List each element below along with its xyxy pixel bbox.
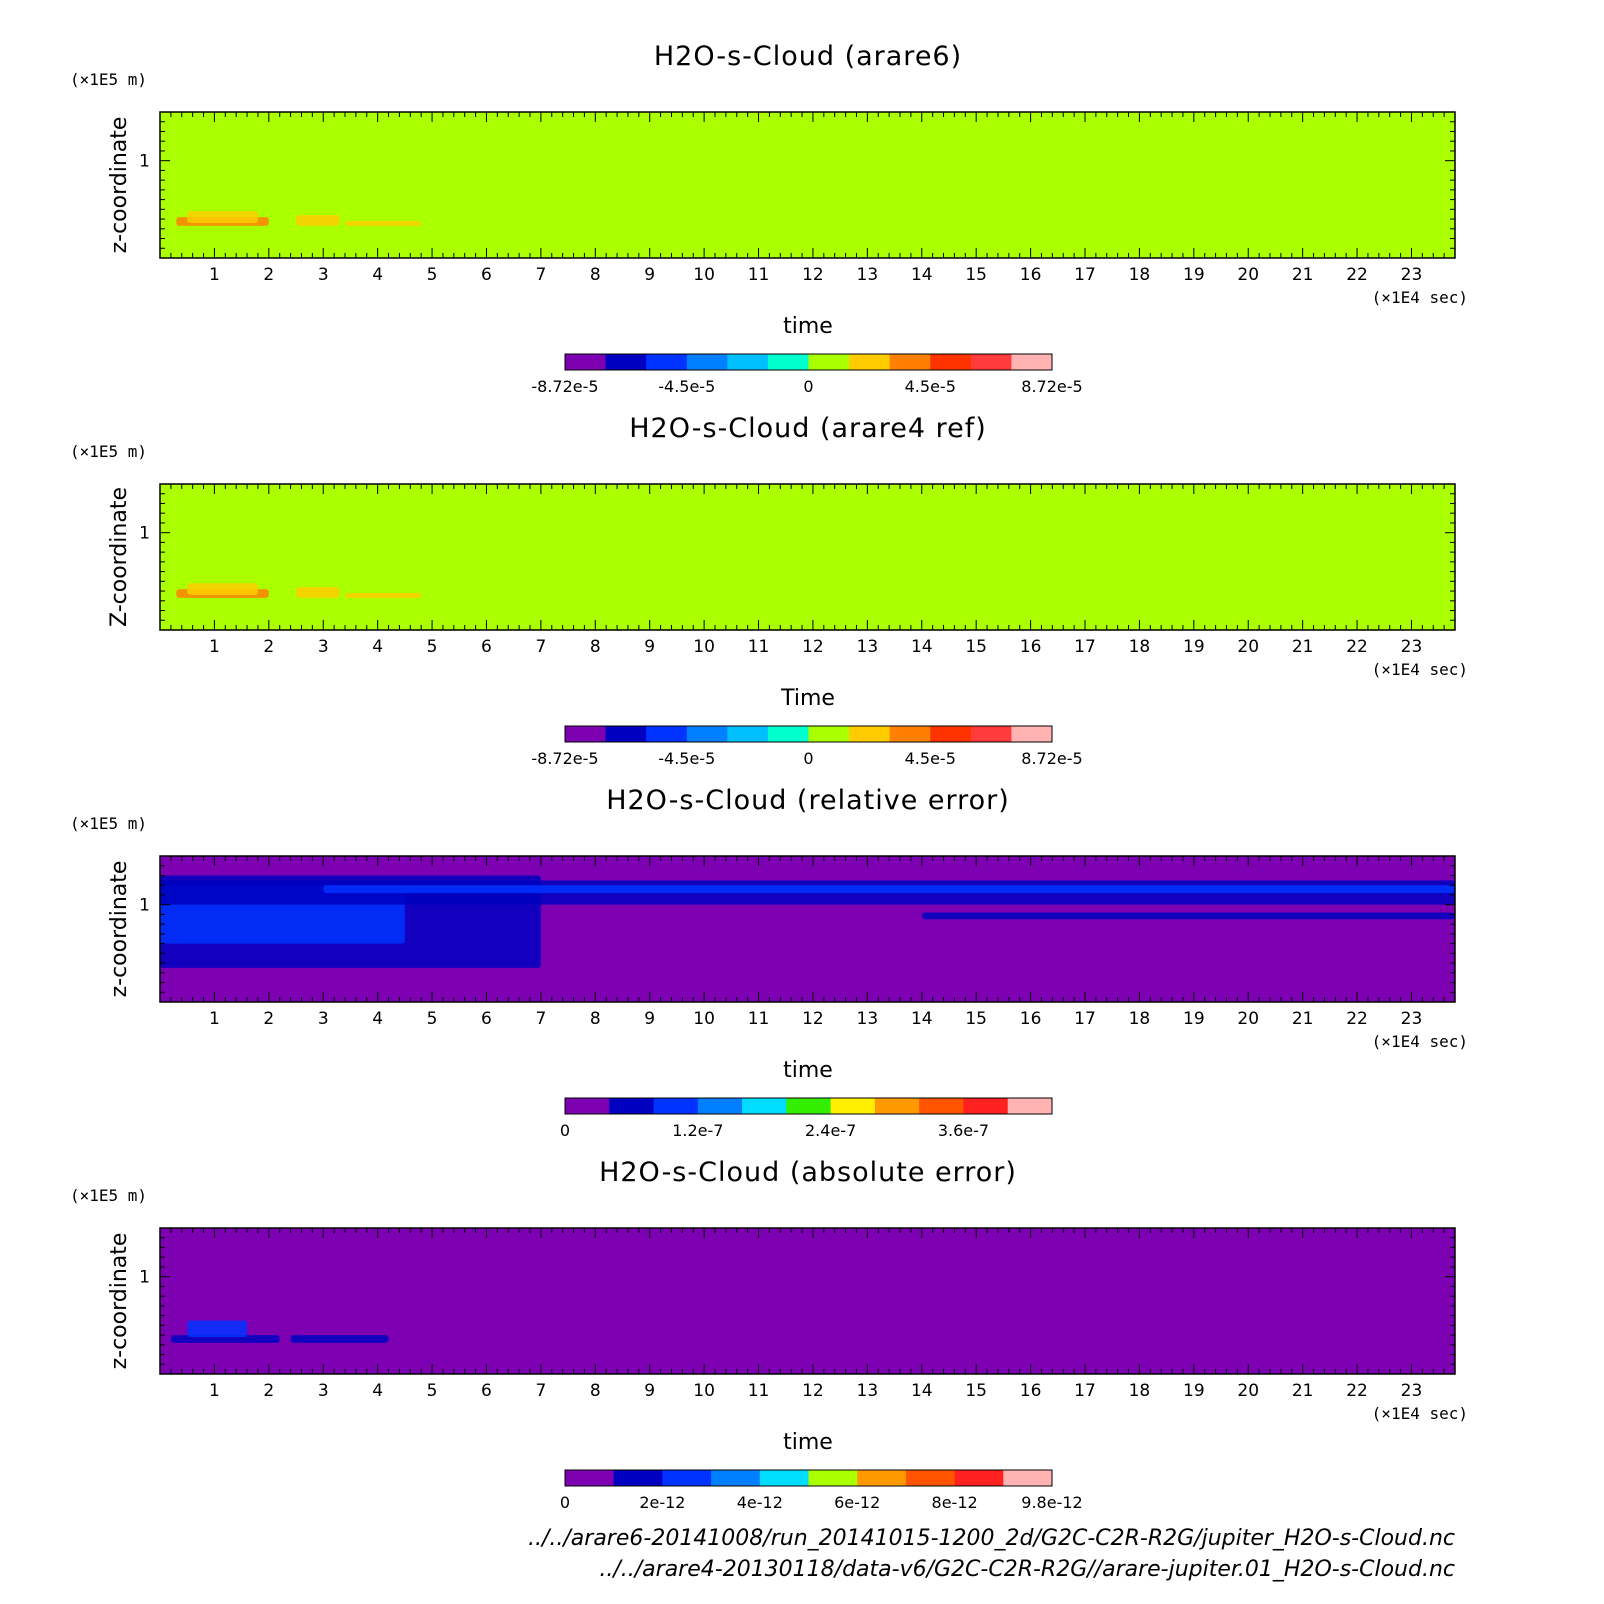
x-tick-label: 5 bbox=[426, 637, 438, 657]
x-unit-label: (×1E4 sec) bbox=[1371, 1404, 1468, 1423]
x-tick-label: 2 bbox=[263, 265, 275, 285]
chart-title: H2O-s-Cloud (arare6) bbox=[653, 41, 963, 72]
y-tick-label: 1 bbox=[139, 151, 150, 172]
x-tick-label: 9 bbox=[644, 1381, 656, 1401]
x-tick-label: 15 bbox=[965, 1009, 987, 1029]
x-tick-label: 2 bbox=[263, 1381, 275, 1401]
chart-panel-2 bbox=[70, 413, 1468, 768]
footer-file-2: ../../arare4-20130118/data-v6/G2C-C2R-R2G//arare-jupiter.01_H2O-s-Cloud.nc bbox=[599, 1557, 1455, 1582]
x-tick-label: 13 bbox=[856, 265, 879, 285]
colorbar-swatch bbox=[786, 1098, 831, 1114]
colorbar-swatch bbox=[565, 1470, 614, 1486]
x-tick-label: 10 bbox=[693, 265, 715, 285]
y-axis-label: z-coordinate bbox=[107, 860, 132, 998]
x-tick-label: 16 bbox=[1019, 1009, 1042, 1029]
x-tick-label: 14 bbox=[910, 265, 933, 285]
x-tick-label: 1 bbox=[208, 637, 220, 657]
x-tick-label: 12 bbox=[802, 265, 824, 285]
x-tick-label: 19 bbox=[1183, 637, 1205, 657]
contour-feature-2 bbox=[187, 583, 258, 595]
colorbar-swatch bbox=[742, 1098, 787, 1114]
x-tick-label: 19 bbox=[1183, 1009, 1205, 1029]
x-unit-label: (×1E4 sec) bbox=[1371, 660, 1468, 679]
x-tick-label: 2 bbox=[263, 1009, 275, 1029]
colorbar-label: 6e-12 bbox=[834, 1493, 881, 1512]
x-tick-label: 23 bbox=[1400, 637, 1423, 657]
x-tick-label: 16 bbox=[1019, 637, 1042, 657]
colorbar-swatch bbox=[711, 1470, 760, 1486]
colorbar-label: 8e-12 bbox=[931, 1493, 978, 1512]
colorbar-swatch bbox=[662, 1470, 711, 1486]
x-tick-label: 6 bbox=[481, 1009, 492, 1029]
x-tick-label: 9 bbox=[644, 265, 656, 285]
colorbar-label: 3.6e-7 bbox=[937, 1121, 990, 1140]
x-tick-label: 13 bbox=[856, 1009, 879, 1029]
y-unit-label: (×1E5 m) bbox=[70, 814, 148, 833]
x-tick-label: 8 bbox=[589, 637, 601, 657]
x-tick-label: 19 bbox=[1183, 1381, 1205, 1401]
colorbar-swatch bbox=[971, 354, 1012, 370]
chart-title: H2O-s-Cloud (arare4 ref) bbox=[629, 413, 987, 444]
contour-feature-2 bbox=[187, 211, 258, 223]
colorbar-swatch bbox=[1011, 354, 1052, 370]
plot-area bbox=[160, 484, 1455, 630]
colorbar-swatch bbox=[971, 726, 1012, 742]
x-tick-label: 4 bbox=[372, 1009, 384, 1029]
chart-panel-1 bbox=[70, 41, 1468, 396]
x-tick-label: 10 bbox=[693, 1381, 715, 1401]
x-tick-label: 5 bbox=[426, 1009, 438, 1029]
colorbar-swatch bbox=[698, 1098, 743, 1114]
colorbar-swatch bbox=[565, 726, 606, 742]
contour-feature-5 bbox=[922, 912, 1455, 919]
x-tick-label: 18 bbox=[1128, 1009, 1151, 1029]
colorbar-swatch bbox=[963, 1098, 1008, 1114]
x-tick-label: 15 bbox=[965, 1381, 987, 1401]
colorbar-swatch bbox=[606, 354, 647, 370]
colorbar-label: 0 bbox=[559, 1121, 571, 1140]
colorbar-swatch bbox=[646, 726, 687, 742]
x-tick-label: 15 bbox=[965, 637, 987, 657]
colorbar-label: 2e-12 bbox=[639, 1493, 686, 1512]
x-tick-label: 7 bbox=[535, 1009, 547, 1029]
x-tick-label: 15 bbox=[965, 265, 987, 285]
x-tick-label: 11 bbox=[747, 637, 770, 657]
x-tick-label: 7 bbox=[535, 637, 547, 657]
x-tick-label: 22 bbox=[1346, 265, 1368, 285]
x-tick-label: 14 bbox=[910, 1381, 933, 1401]
x-tick-label: 5 bbox=[426, 1381, 438, 1401]
colorbar-swatch bbox=[890, 726, 931, 742]
chart-title: H2O-s-Cloud (absolute error) bbox=[599, 1157, 1017, 1188]
colorbar-label: 0 bbox=[803, 749, 814, 768]
x-tick-label: 18 bbox=[1128, 637, 1151, 657]
colorbar-swatch bbox=[606, 726, 647, 742]
colorbar-swatch bbox=[687, 726, 728, 742]
x-tick-label: 22 bbox=[1346, 637, 1368, 657]
x-tick-label: 3 bbox=[317, 637, 329, 657]
contour-feature-3 bbox=[291, 1335, 389, 1343]
colorbar-swatch bbox=[809, 354, 850, 370]
colorbar-label: 2.4e-7 bbox=[805, 1121, 857, 1140]
colorbar-swatch bbox=[646, 354, 687, 370]
x-tick-label: 8 bbox=[589, 1381, 601, 1401]
x-tick-label: 4 bbox=[372, 637, 384, 657]
colorbar-swatch bbox=[1003, 1470, 1052, 1486]
x-tick-label: 12 bbox=[802, 1381, 824, 1401]
x-tick-label: 3 bbox=[317, 1009, 329, 1029]
y-axis-label: Z-coordinate bbox=[107, 487, 132, 627]
x-tick-label: 11 bbox=[747, 1381, 770, 1401]
y-tick-label: 1 bbox=[139, 1267, 150, 1288]
x-axis-label: time bbox=[783, 314, 833, 339]
x-tick-label: 20 bbox=[1237, 1009, 1260, 1029]
colorbar-label: -4.5e-5 bbox=[658, 377, 716, 396]
x-tick-label: 2 bbox=[263, 637, 275, 657]
colorbar-swatch bbox=[809, 1470, 858, 1486]
x-tick-label: 23 bbox=[1400, 1009, 1423, 1029]
colorbar-label: 9.8e-12 bbox=[1021, 1493, 1083, 1512]
x-tick-label: 3 bbox=[317, 265, 329, 285]
x-tick-label: 21 bbox=[1291, 1009, 1314, 1029]
colorbar-swatch bbox=[687, 354, 728, 370]
colorbar-label: -8.72e-5 bbox=[531, 749, 599, 768]
contour-feature-3 bbox=[296, 215, 340, 226]
contour-feature-3 bbox=[296, 587, 340, 598]
x-tick-label: 20 bbox=[1237, 637, 1260, 657]
colorbar-label: 8.72e-5 bbox=[1021, 377, 1083, 396]
contour-feature-4 bbox=[345, 221, 421, 226]
colorbar-swatch bbox=[609, 1098, 654, 1114]
x-tick-label: 18 bbox=[1128, 1381, 1151, 1401]
colorbar-label: 4.5e-5 bbox=[904, 749, 956, 768]
colorbar-swatch bbox=[875, 1098, 920, 1114]
chart-panel-4 bbox=[70, 1157, 1468, 1512]
x-tick-label: 16 bbox=[1019, 1381, 1042, 1401]
colorbar-label: 0 bbox=[803, 377, 814, 396]
x-tick-label: 6 bbox=[481, 637, 492, 657]
colorbar-swatch bbox=[831, 1098, 876, 1114]
colorbar-swatch bbox=[849, 726, 890, 742]
plot-area bbox=[160, 112, 1455, 258]
x-tick-label: 17 bbox=[1074, 1381, 1096, 1401]
x-tick-label: 9 bbox=[644, 1009, 656, 1029]
y-tick-label: 1 bbox=[139, 895, 150, 916]
x-tick-label: 22 bbox=[1346, 1009, 1368, 1029]
plot-area bbox=[160, 1228, 1455, 1374]
x-tick-label: 14 bbox=[910, 637, 933, 657]
colorbar bbox=[531, 354, 1082, 396]
x-tick-label: 6 bbox=[481, 265, 492, 285]
colorbar-label: 4.5e-5 bbox=[904, 377, 956, 396]
colorbar-label: -4.5e-5 bbox=[658, 749, 716, 768]
y-axis-label: z-coordinate bbox=[107, 1232, 132, 1370]
colorbar-swatch bbox=[930, 354, 971, 370]
colorbar-swatch bbox=[760, 1470, 809, 1486]
colorbar-swatch bbox=[906, 1470, 955, 1486]
colorbar-swatch bbox=[768, 354, 809, 370]
x-tick-label: 8 bbox=[589, 1009, 601, 1029]
x-tick-label: 5 bbox=[426, 265, 438, 285]
x-tick-label: 7 bbox=[535, 265, 547, 285]
x-tick-label: 17 bbox=[1074, 265, 1096, 285]
x-tick-label: 21 bbox=[1291, 265, 1314, 285]
colorbar-label: 0 bbox=[559, 1493, 571, 1512]
x-unit-label: (×1E4 sec) bbox=[1371, 288, 1468, 307]
x-tick-label: 13 bbox=[856, 637, 879, 657]
colorbar-swatch bbox=[930, 726, 971, 742]
x-tick-label: 20 bbox=[1237, 265, 1260, 285]
x-axis-label: time bbox=[783, 1430, 833, 1455]
contour-feature-4 bbox=[323, 885, 1455, 893]
colorbar-swatch bbox=[727, 354, 768, 370]
colorbar-swatch bbox=[849, 354, 890, 370]
contour-feature-4 bbox=[345, 593, 421, 598]
colorbar bbox=[531, 726, 1082, 768]
x-tick-label: 7 bbox=[535, 1381, 547, 1401]
x-tick-label: 14 bbox=[910, 1009, 933, 1029]
colorbar-swatch bbox=[1008, 1098, 1053, 1114]
colorbar-swatch bbox=[654, 1098, 699, 1114]
colorbar-swatch bbox=[919, 1098, 964, 1114]
colorbar bbox=[560, 1470, 1083, 1512]
colorbar-label: 8.72e-5 bbox=[1021, 749, 1083, 768]
x-tick-label: 11 bbox=[747, 265, 770, 285]
colorbar-swatch bbox=[955, 1470, 1004, 1486]
x-tick-label: 12 bbox=[802, 637, 824, 657]
footer-file-1: ../../arare6-20141008/run_20141015-1200_2d/G2C-C2R-R2G/jupiter_H2O-s-Cloud.nc bbox=[528, 1526, 1455, 1551]
x-tick-label: 1 bbox=[208, 1009, 220, 1029]
colorbar-swatch bbox=[857, 1470, 906, 1486]
y-unit-label: (×1E5 m) bbox=[70, 1186, 148, 1205]
x-tick-label: 23 bbox=[1400, 265, 1423, 285]
x-tick-label: 8 bbox=[589, 265, 601, 285]
colorbar-label: -8.72e-5 bbox=[531, 377, 599, 396]
x-tick-label: 13 bbox=[856, 1381, 879, 1401]
colorbar-swatch bbox=[890, 354, 931, 370]
x-tick-label: 22 bbox=[1346, 1381, 1368, 1401]
colorbar-label: 1.2e-7 bbox=[672, 1121, 724, 1140]
x-tick-label: 1 bbox=[208, 1381, 220, 1401]
chart-title: H2O-s-Cloud (relative error) bbox=[606, 785, 1010, 816]
x-tick-label: 11 bbox=[747, 1009, 770, 1029]
colorbar-swatch bbox=[727, 726, 768, 742]
x-tick-label: 17 bbox=[1074, 637, 1096, 657]
colorbar-swatch bbox=[768, 726, 809, 742]
x-tick-label: 10 bbox=[693, 637, 715, 657]
colorbar bbox=[560, 1098, 1053, 1140]
colorbar-swatch bbox=[565, 354, 606, 370]
colorbar-label: 4e-12 bbox=[736, 1493, 783, 1512]
x-tick-label: 20 bbox=[1237, 1381, 1260, 1401]
contour-feature-2 bbox=[187, 1320, 247, 1337]
colorbar-swatch bbox=[614, 1470, 663, 1486]
chart-panel-3 bbox=[70, 785, 1468, 1140]
x-tick-label: 19 bbox=[1183, 265, 1205, 285]
x-tick-label: 4 bbox=[372, 265, 384, 285]
x-tick-label: 23 bbox=[1400, 1381, 1423, 1401]
x-tick-label: 6 bbox=[481, 1381, 492, 1401]
x-tick-label: 18 bbox=[1128, 265, 1151, 285]
x-tick-label: 16 bbox=[1019, 265, 1042, 285]
y-axis-label: z-coordinate bbox=[107, 116, 132, 254]
x-tick-label: 9 bbox=[644, 637, 656, 657]
colorbar-swatch bbox=[809, 726, 850, 742]
y-unit-label: (×1E5 m) bbox=[70, 442, 148, 461]
colorbar-swatch bbox=[1011, 726, 1052, 742]
x-tick-label: 12 bbox=[802, 1009, 824, 1029]
y-unit-label: (×1E5 m) bbox=[70, 70, 148, 89]
x-tick-label: 17 bbox=[1074, 1009, 1096, 1029]
x-unit-label: (×1E4 sec) bbox=[1371, 1032, 1468, 1051]
x-axis-label: time bbox=[783, 1058, 833, 1083]
x-axis-label: Time bbox=[781, 686, 835, 711]
x-tick-label: 21 bbox=[1291, 637, 1314, 657]
x-tick-label: 21 bbox=[1291, 1381, 1314, 1401]
x-tick-label: 3 bbox=[317, 1381, 329, 1401]
y-tick-label: 1 bbox=[139, 523, 150, 544]
x-tick-label: 10 bbox=[693, 1009, 715, 1029]
x-tick-label: 4 bbox=[372, 1381, 384, 1401]
colorbar-swatch bbox=[565, 1098, 610, 1114]
x-tick-label: 1 bbox=[208, 265, 220, 285]
